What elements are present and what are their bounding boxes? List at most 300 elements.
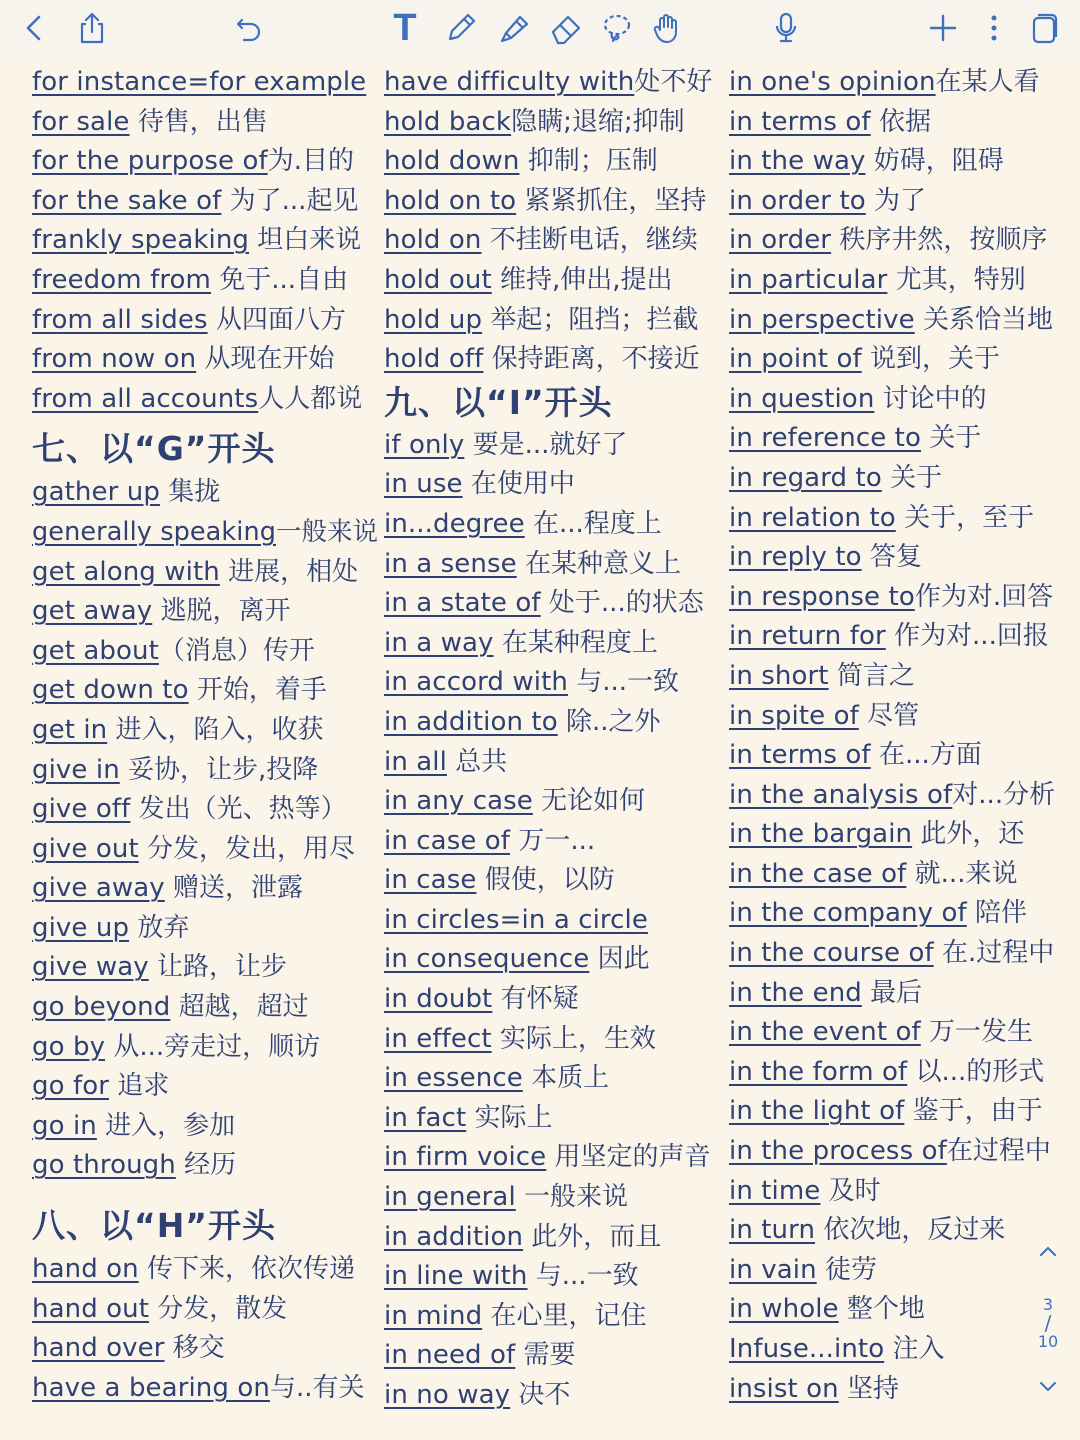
english-phrase: in whole bbox=[729, 1294, 839, 1325]
english-phrase: generally speaking bbox=[32, 516, 276, 547]
section-heading: 七、以“G”开头 bbox=[32, 429, 276, 469]
chinese-meaning: 一般来说 bbox=[515, 1182, 629, 1213]
phrase-entry bbox=[384, 901, 729, 941]
english-phrase: in the form of bbox=[729, 1056, 908, 1087]
english-phrase: in order bbox=[729, 225, 832, 256]
phrase-entry bbox=[32, 553, 382, 593]
chinese-meaning: 依据 bbox=[870, 106, 931, 137]
phrase-entry bbox=[384, 1336, 729, 1376]
phrase-entry bbox=[729, 1211, 1074, 1251]
english-phrase: in effect bbox=[384, 1023, 492, 1054]
chinese-meaning: 依次地，反过来 bbox=[815, 1215, 1006, 1246]
chinese-meaning: 万一... bbox=[510, 825, 596, 856]
english-phrase: for instance=for example bbox=[32, 67, 367, 97]
english-phrase: have a bearing on bbox=[32, 1372, 270, 1403]
phrase-entry bbox=[729, 419, 1074, 459]
section-heading: 八、以“H”开头 bbox=[32, 1206, 276, 1246]
english-phrase: in spite of bbox=[729, 700, 859, 731]
english-phrase: in accord with bbox=[384, 667, 568, 698]
english-phrase: go in bbox=[32, 1110, 97, 1141]
english-phrase: in return for bbox=[729, 621, 886, 652]
chinese-meaning: 有怀疑 bbox=[492, 984, 579, 1015]
phrase-entry bbox=[32, 711, 382, 751]
english-phrase: in perspective bbox=[729, 304, 915, 335]
chinese-meaning: 超越，超过 bbox=[170, 992, 309, 1023]
phrase-entry bbox=[384, 426, 729, 466]
phrase-entry bbox=[729, 1092, 1074, 1132]
chinese-meaning: 进入，参加 bbox=[96, 1110, 236, 1141]
document-page bbox=[0, 57, 1080, 1440]
phrase-entry bbox=[384, 743, 729, 783]
phrase-entry bbox=[32, 751, 382, 791]
english-phrase: give way bbox=[32, 952, 149, 983]
phrase-entry bbox=[384, 1218, 729, 1258]
english-phrase: in a sense bbox=[384, 548, 517, 579]
phrase-entry bbox=[32, 1146, 382, 1186]
english-phrase: hold down bbox=[384, 146, 520, 177]
chinese-meaning: 关于 bbox=[881, 462, 943, 493]
phrase-entry bbox=[32, 671, 382, 711]
chinese-meaning: 秩序井然，按顺序 bbox=[831, 225, 1048, 256]
toolbar bbox=[0, 0, 1080, 58]
english-phrase: in vain bbox=[729, 1254, 817, 1285]
page-separator: / bbox=[1044, 1311, 1052, 1335]
english-phrase: in response to bbox=[729, 581, 915, 612]
chinese-meaning: 以...的形式 bbox=[907, 1056, 1045, 1087]
english-phrase: in the way bbox=[729, 146, 866, 177]
chinese-meaning: 不挂断电话，继续 bbox=[481, 225, 698, 256]
english-phrase: give up bbox=[32, 912, 130, 943]
english-phrase: in essence bbox=[384, 1063, 523, 1094]
chinese-meaning: 关系恰当地 bbox=[914, 304, 1053, 335]
chinese-meaning: 抑制；压制 bbox=[519, 146, 658, 177]
phrase-entry bbox=[32, 1107, 382, 1147]
chinese-meaning: 集拢 bbox=[159, 477, 221, 508]
text-tool-glyph: T bbox=[393, 7, 417, 49]
chinese-meaning: 实际上，生效 bbox=[491, 1023, 656, 1054]
phrase-entry bbox=[729, 301, 1074, 341]
undo-icon[interactable] bbox=[229, 8, 269, 48]
phrase-entry bbox=[384, 584, 729, 624]
english-phrase: get along with bbox=[32, 556, 220, 587]
phrase-entry bbox=[32, 340, 382, 380]
english-phrase: freedom from bbox=[32, 264, 211, 295]
chinese-meaning: 为了...起见 bbox=[221, 185, 359, 216]
english-phrase: in time bbox=[729, 1175, 821, 1206]
phrase-entry bbox=[384, 782, 729, 822]
chinese-meaning: 要是...就好了 bbox=[464, 429, 628, 460]
english-phrase: go for bbox=[32, 1071, 110, 1102]
chinese-meaning: 假使，以防 bbox=[476, 865, 615, 896]
chinese-meaning: 赠送，泄露 bbox=[164, 873, 304, 904]
chinese-meaning: 作为对.回答 bbox=[914, 581, 1054, 612]
english-phrase: give in bbox=[32, 754, 120, 785]
english-phrase: in any case bbox=[384, 786, 533, 817]
section-heading: 九、以“I”开头 bbox=[384, 382, 613, 422]
add-icon[interactable] bbox=[923, 8, 963, 48]
english-phrase: from now on bbox=[32, 344, 197, 375]
english-phrase: in addition bbox=[384, 1221, 524, 1252]
english-phrase: in the end bbox=[729, 977, 862, 1008]
english-phrase: in the light of bbox=[729, 1096, 905, 1127]
phrase-entry bbox=[729, 499, 1074, 539]
phrase-entry bbox=[384, 340, 729, 380]
chinese-meaning: 分发，散发 bbox=[149, 1293, 288, 1324]
chinese-meaning: 尤其，特别 bbox=[887, 264, 1026, 295]
pen-tool-icon[interactable] bbox=[441, 8, 481, 48]
chinese-meaning: 分发，发出，用尽 bbox=[138, 833, 356, 864]
chinese-meaning: 陪伴 bbox=[966, 898, 1028, 929]
chinese-meaning: 总共 bbox=[446, 746, 508, 777]
chinese-meaning: 万一发生 bbox=[920, 1017, 1034, 1048]
phrase-entry bbox=[384, 822, 729, 862]
phrase-entry bbox=[32, 632, 382, 672]
chinese-meaning: 在过程中 bbox=[946, 1136, 1051, 1167]
phrase-entry bbox=[32, 261, 382, 301]
english-phrase: in firm voice bbox=[384, 1142, 547, 1173]
chinese-meaning: 进入，陷入，收获 bbox=[107, 714, 324, 745]
english-phrase: in fact bbox=[384, 1102, 467, 1133]
chinese-meaning: 此外，而且 bbox=[523, 1221, 662, 1252]
english-phrase: in the course of bbox=[729, 938, 934, 969]
english-phrase: for the sake of bbox=[32, 185, 222, 216]
english-phrase: in doubt bbox=[384, 984, 493, 1015]
english-phrase: hand on bbox=[32, 1254, 139, 1285]
english-phrase: in turn bbox=[729, 1215, 816, 1246]
english-phrase: in addition to bbox=[384, 706, 558, 737]
chinese-meaning: 进展，相处 bbox=[219, 556, 359, 587]
english-phrase: for sale bbox=[32, 106, 130, 137]
page-indicator bbox=[1030, 1295, 1066, 1351]
back-chevron-icon[interactable] bbox=[14, 8, 54, 48]
current-page-number: 3 bbox=[1042, 1295, 1054, 1314]
chinese-meaning: 除..之外 bbox=[557, 706, 661, 737]
phrase-entry bbox=[384, 1138, 729, 1178]
chinese-meaning: 从四面八方 bbox=[207, 304, 346, 335]
phrase-entry bbox=[32, 1290, 382, 1330]
phrase-entry bbox=[729, 617, 1074, 657]
chinese-meaning: 在某人看 bbox=[935, 67, 1040, 97]
chinese-meaning: 及时 bbox=[820, 1175, 881, 1206]
phrase-entry bbox=[384, 1376, 729, 1416]
chinese-meaning: 待售，出售 bbox=[129, 106, 268, 137]
hand-tool-icon[interactable] bbox=[647, 8, 687, 48]
chinese-meaning: 开始，着手 bbox=[188, 675, 327, 706]
chinese-meaning: 在某种意义上 bbox=[516, 548, 681, 579]
english-phrase: give out bbox=[32, 833, 139, 864]
english-phrase: hold on bbox=[384, 225, 482, 256]
phrase-entry bbox=[729, 1370, 1074, 1410]
english-phrase: in a way bbox=[384, 627, 494, 658]
phrase-entry bbox=[729, 776, 1074, 816]
phrase-entry bbox=[729, 63, 1074, 103]
chinese-meaning: 在...方面 bbox=[870, 740, 982, 771]
chinese-meaning: 移交 bbox=[164, 1333, 225, 1364]
lasso-icon[interactable] bbox=[597, 8, 637, 48]
phrase-entry bbox=[729, 1330, 1074, 1370]
phrase-entry bbox=[729, 815, 1074, 855]
phrase-entry bbox=[384, 182, 729, 222]
chinese-meaning: 人人都说 bbox=[258, 383, 363, 414]
phrase-entry bbox=[32, 103, 382, 143]
highlighter-icon[interactable] bbox=[494, 8, 534, 48]
chinese-meaning: 注入 bbox=[884, 1334, 945, 1364]
chinese-meaning: 本质上 bbox=[522, 1063, 610, 1094]
phrase-entry bbox=[384, 505, 729, 545]
phrase-entry bbox=[729, 459, 1074, 499]
phrase-entry bbox=[32, 909, 382, 949]
phrase-entry bbox=[384, 663, 729, 703]
page-down-button[interactable] bbox=[1030, 1379, 1066, 1398]
phrase-entry bbox=[384, 301, 729, 341]
chinese-meaning: 为.目的 bbox=[267, 146, 354, 177]
chinese-meaning: 为了 bbox=[865, 185, 927, 216]
chinese-meaning: 举起；阻挡；拦截 bbox=[482, 304, 699, 335]
phrase-entry bbox=[729, 1053, 1074, 1093]
english-phrase: in consequence bbox=[384, 944, 590, 975]
phrase-entry bbox=[729, 1290, 1074, 1335]
chinese-meaning: 最后 bbox=[861, 977, 923, 1008]
phrase-entry bbox=[32, 592, 382, 632]
phrase-entry bbox=[32, 1329, 382, 1369]
english-phrase: if only bbox=[384, 429, 465, 460]
english-phrase: in the case of bbox=[729, 858, 907, 889]
english-phrase: go through bbox=[32, 1150, 176, 1181]
phrase-entry bbox=[384, 1059, 729, 1099]
english-phrase: give away bbox=[32, 873, 165, 904]
phrase-entry bbox=[729, 142, 1074, 182]
chinese-meaning: 此外，还 bbox=[912, 819, 1025, 850]
phrase-entry bbox=[32, 1369, 382, 1409]
chinese-meaning: 隐瞒;退缩;抑制 bbox=[511, 106, 685, 137]
chinese-meaning: 讨论中的 bbox=[874, 383, 987, 414]
chinese-meaning: 追求 bbox=[109, 1071, 170, 1102]
column-1 bbox=[32, 63, 382, 1408]
chinese-meaning: 决不 bbox=[510, 1380, 571, 1410]
phrase-entry bbox=[729, 934, 1074, 974]
chinese-meaning: 因此 bbox=[589, 944, 650, 975]
english-phrase: in relation to bbox=[729, 502, 896, 533]
phrase-entry bbox=[384, 545, 729, 585]
chinese-meaning: 维持,伸出,提出 bbox=[491, 264, 673, 295]
phrase-entry bbox=[384, 1257, 729, 1297]
chinese-meaning: 紧紧抓住，坚持 bbox=[516, 185, 707, 216]
chinese-meaning: 坦白来说 bbox=[249, 225, 362, 256]
english-phrase: in the bargain bbox=[729, 819, 913, 850]
chinese-meaning: 说到，关于 bbox=[861, 344, 1000, 375]
phrase-entry bbox=[729, 340, 1074, 380]
english-phrase: in line with bbox=[384, 1261, 528, 1292]
phrase-entry bbox=[32, 1250, 382, 1290]
more-icon[interactable] bbox=[974, 8, 1014, 48]
english-phrase: in regard to bbox=[729, 462, 882, 493]
chinese-meaning: 无论如何 bbox=[532, 786, 646, 817]
english-phrase: hold off bbox=[384, 344, 484, 375]
english-phrase: gather up bbox=[32, 477, 160, 508]
phrase-entry bbox=[384, 1297, 729, 1337]
phrase-entry bbox=[384, 261, 729, 301]
english-phrase: get down to bbox=[32, 675, 189, 706]
chinese-meaning: 与..有关 bbox=[269, 1372, 365, 1403]
chinese-meaning: 与...一致 bbox=[527, 1261, 639, 1292]
eraser-icon[interactable] bbox=[546, 8, 586, 48]
english-phrase: in a state of bbox=[384, 588, 541, 619]
phrase-entry bbox=[729, 1251, 1074, 1291]
english-phrase: in case bbox=[384, 865, 477, 896]
phrase-entry bbox=[384, 1178, 729, 1218]
english-phrase: hold on to bbox=[384, 185, 517, 216]
english-phrase: in circles=in a circle bbox=[384, 904, 648, 935]
phrase-entry bbox=[384, 63, 729, 103]
phrase-entry bbox=[32, 948, 382, 988]
chinese-meaning: 在.过程中 bbox=[933, 938, 1055, 969]
chinese-meaning: 在心里，记住 bbox=[482, 1300, 647, 1331]
phrase-entry bbox=[729, 657, 1074, 697]
chinese-meaning: 免于...自由 bbox=[210, 264, 349, 295]
phrase-entry bbox=[384, 940, 729, 980]
phrase-entry bbox=[729, 894, 1074, 934]
english-phrase: in the company of bbox=[729, 898, 967, 929]
english-phrase: in case of bbox=[384, 825, 511, 856]
phrase-entry bbox=[729, 182, 1074, 222]
phrase-entry bbox=[729, 1013, 1074, 1053]
phrase-entry bbox=[384, 980, 729, 1020]
phrase-entry bbox=[32, 830, 382, 870]
english-phrase: hold out bbox=[384, 264, 492, 295]
english-phrase: in use bbox=[384, 469, 463, 500]
english-phrase: for the purpose of bbox=[32, 146, 268, 177]
english-phrase: hold back bbox=[384, 106, 512, 137]
share-icon[interactable] bbox=[72, 8, 112, 48]
phrase-entry bbox=[384, 103, 729, 143]
english-phrase: Infuse...into bbox=[729, 1334, 885, 1364]
english-phrase: in point of bbox=[729, 344, 862, 375]
phrase-entry bbox=[729, 855, 1074, 895]
chinese-meaning: 关于，至于 bbox=[895, 502, 1035, 533]
chinese-meaning: 从现在开始 bbox=[196, 344, 335, 375]
chinese-meaning: 放弃 bbox=[129, 912, 190, 943]
english-phrase: from all accounts bbox=[32, 383, 259, 414]
phrase-entry bbox=[32, 790, 382, 830]
english-phrase: hand out bbox=[32, 1293, 150, 1324]
english-phrase: go beyond bbox=[32, 992, 171, 1023]
total-page-count: 10 bbox=[1037, 1332, 1059, 1351]
phrase-entry bbox=[384, 1020, 729, 1060]
english-phrase: get away bbox=[32, 596, 153, 627]
english-phrase: give off bbox=[32, 794, 131, 825]
phrase-entry bbox=[729, 103, 1074, 143]
phrase-entry bbox=[729, 974, 1074, 1014]
english-phrase: get about bbox=[32, 635, 159, 666]
english-phrase: have difficulty with bbox=[384, 67, 635, 97]
english-phrase: in question bbox=[729, 383, 875, 414]
english-phrase: in the process of bbox=[729, 1136, 947, 1167]
chinese-meaning: 实际上 bbox=[466, 1102, 553, 1133]
chinese-meaning: 就...来说 bbox=[906, 858, 1018, 889]
phrase-entry bbox=[32, 182, 382, 222]
english-phrase: in particular bbox=[729, 264, 888, 295]
phrase-entry bbox=[384, 221, 729, 261]
chinese-meaning: 妨碍，阻碍 bbox=[865, 146, 1004, 177]
chinese-meaning: 鉴于，由于 bbox=[904, 1096, 1043, 1127]
phrase-entry bbox=[384, 703, 729, 743]
english-phrase: hold up bbox=[384, 304, 483, 335]
chinese-meaning: 妥协，让步,投降 bbox=[119, 754, 319, 785]
chinese-meaning: 保持距离，不接近 bbox=[483, 344, 700, 375]
phrase-entry bbox=[384, 1099, 729, 1139]
english-phrase: in terms of bbox=[729, 740, 871, 771]
chinese-meaning: 发出（光、热等） bbox=[130, 794, 347, 825]
phrase-entry bbox=[729, 221, 1074, 261]
phrase-entry bbox=[729, 1172, 1074, 1212]
english-phrase: in reply to bbox=[729, 542, 862, 573]
chinese-meaning: 坚持 bbox=[838, 1373, 900, 1404]
phrase-entry bbox=[384, 861, 729, 901]
english-phrase: in reference to bbox=[729, 423, 921, 454]
chinese-meaning: 作为对...回报 bbox=[885, 621, 1049, 652]
phrase-entry bbox=[32, 513, 382, 553]
phrase-entry bbox=[729, 697, 1074, 737]
chinese-meaning: 经历 bbox=[175, 1150, 237, 1181]
english-phrase: go by bbox=[32, 1031, 106, 1062]
english-phrase: in all bbox=[384, 746, 447, 777]
phrase-entry bbox=[32, 869, 382, 909]
pages-icon[interactable] bbox=[1024, 8, 1064, 48]
phrase-entry bbox=[32, 142, 382, 182]
english-phrase: in no way bbox=[384, 1380, 511, 1410]
english-phrase: get in bbox=[32, 714, 108, 745]
phrase-entry bbox=[32, 1067, 382, 1107]
chinese-meaning: 在使用中 bbox=[462, 469, 575, 500]
phrase-entry bbox=[384, 624, 729, 664]
page-up-button[interactable] bbox=[1030, 1243, 1066, 1262]
english-phrase: in the analysis of bbox=[729, 779, 953, 810]
phrase-entry bbox=[729, 261, 1074, 301]
phrase-entry bbox=[384, 465, 729, 505]
chinese-meaning: 用坚定的声音 bbox=[546, 1142, 711, 1173]
chinese-meaning: 需要 bbox=[515, 1340, 576, 1371]
english-phrase: from all sides bbox=[32, 304, 208, 335]
chinese-meaning: 一般来说 bbox=[276, 516, 379, 547]
chinese-meaning: 在某种程度上 bbox=[493, 627, 658, 658]
phrase-entry bbox=[32, 988, 382, 1028]
phrase-entry bbox=[32, 221, 382, 261]
chinese-meaning: 徒劳 bbox=[816, 1254, 877, 1285]
english-phrase: in terms of bbox=[729, 106, 871, 137]
microphone-icon[interactable] bbox=[766, 8, 806, 48]
phrase-entry bbox=[32, 1028, 382, 1068]
text-tool-icon[interactable] bbox=[385, 8, 425, 48]
chinese-meaning: 处不好 bbox=[634, 67, 713, 97]
chinese-meaning: 处于...的状态 bbox=[540, 588, 704, 619]
chinese-meaning: 答复 bbox=[861, 542, 922, 573]
phrase-entry bbox=[729, 736, 1074, 776]
chinese-meaning: 尽管 bbox=[858, 700, 920, 731]
chinese-meaning: 对...分析 bbox=[952, 779, 1056, 810]
english-phrase: in general bbox=[384, 1182, 516, 1213]
chinese-meaning: 简言之 bbox=[828, 660, 915, 691]
chinese-meaning: 传下来，依次传递 bbox=[138, 1254, 356, 1285]
phrase-entry bbox=[729, 578, 1074, 618]
chinese-meaning: 与...一致 bbox=[567, 667, 680, 698]
phrase-entry bbox=[32, 380, 382, 420]
column-3 bbox=[729, 63, 1074, 1409]
phrase-entry bbox=[32, 301, 382, 341]
english-phrase: insist on bbox=[729, 1373, 839, 1404]
phrase-entry bbox=[32, 473, 382, 513]
english-phrase: in the event of bbox=[729, 1017, 921, 1048]
chinese-meaning: 从...旁走过，顺访 bbox=[105, 1031, 321, 1062]
